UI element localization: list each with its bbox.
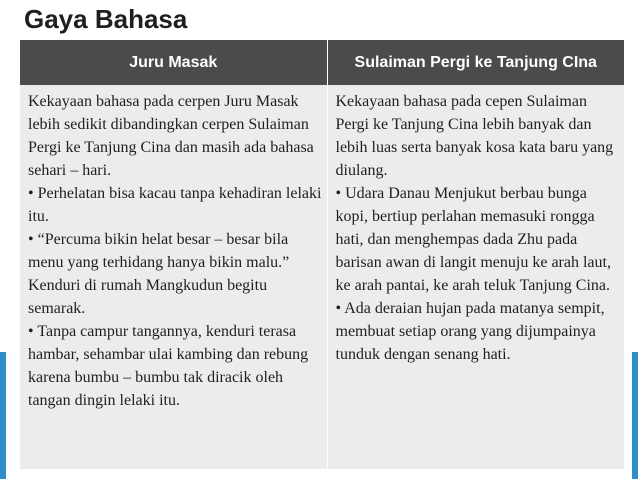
cell-paragraph: • Ada deraian hujan pada matanya sempit, membuat setiap orang yang dijumpainya tunduk dengan senang hati. xyxy=(335,300,605,363)
cell-paragraph: • Udara Danau Menjukut berbau bunga kopi, bertiup perlahan memasuki rongga hati, dan menghempas dada Zhu pada barisan awan di langit menuju ke arah laut, ke arah pantai, ke arah teluk Tanjung Cina. xyxy=(335,185,611,294)
cell-paragraph: • Perhelatan bisa kacau tanpa kehadiran lelaki itu. xyxy=(28,185,322,225)
cell-paragraph: • “Percuma bikin helat besar – besar bila menu yang terhidang hanya bikin malu.” xyxy=(28,231,290,271)
cell-paragraph: Kenduri di rumah Mangkudun begitu semarak. xyxy=(28,277,268,317)
cell-paragraph: Kekayaan bahasa pada cerpen Juru Masak lebih sedikit dibandingkan cerpen Sulaiman Pergi ke Tanjung Cina dan masih ada bahasa sehari – hari. xyxy=(28,93,314,179)
cell-paragraph: • Tanpa campur tangannya, kenduri terasa hambar, sehambar ulai kambing dan rebung karena bumbu – bumbu tak diracik oleh tangan dingin lelaki itu. xyxy=(28,323,309,409)
column-header-sulaiman: Sulaiman Pergi ke Tanjung CIna xyxy=(327,40,624,85)
accent-bar-left xyxy=(0,352,6,479)
slide-title: Gaya Bahasa xyxy=(24,4,188,34)
table-row xyxy=(20,85,624,469)
table-header-row xyxy=(20,40,624,85)
cell-paragraph: Kekayaan bahasa pada cepen Sulaiman Pergi ke Tanjung Cina lebih banyak dan lebih luas serta banyak kosa kata baru yang diulang. xyxy=(335,93,614,179)
column-header-juru-masak: Juru Masak xyxy=(20,40,327,85)
comparison-table xyxy=(20,40,624,469)
cell-juru-masak xyxy=(20,85,327,469)
cell-sulaiman xyxy=(327,85,624,469)
accent-bar-right xyxy=(632,352,638,479)
